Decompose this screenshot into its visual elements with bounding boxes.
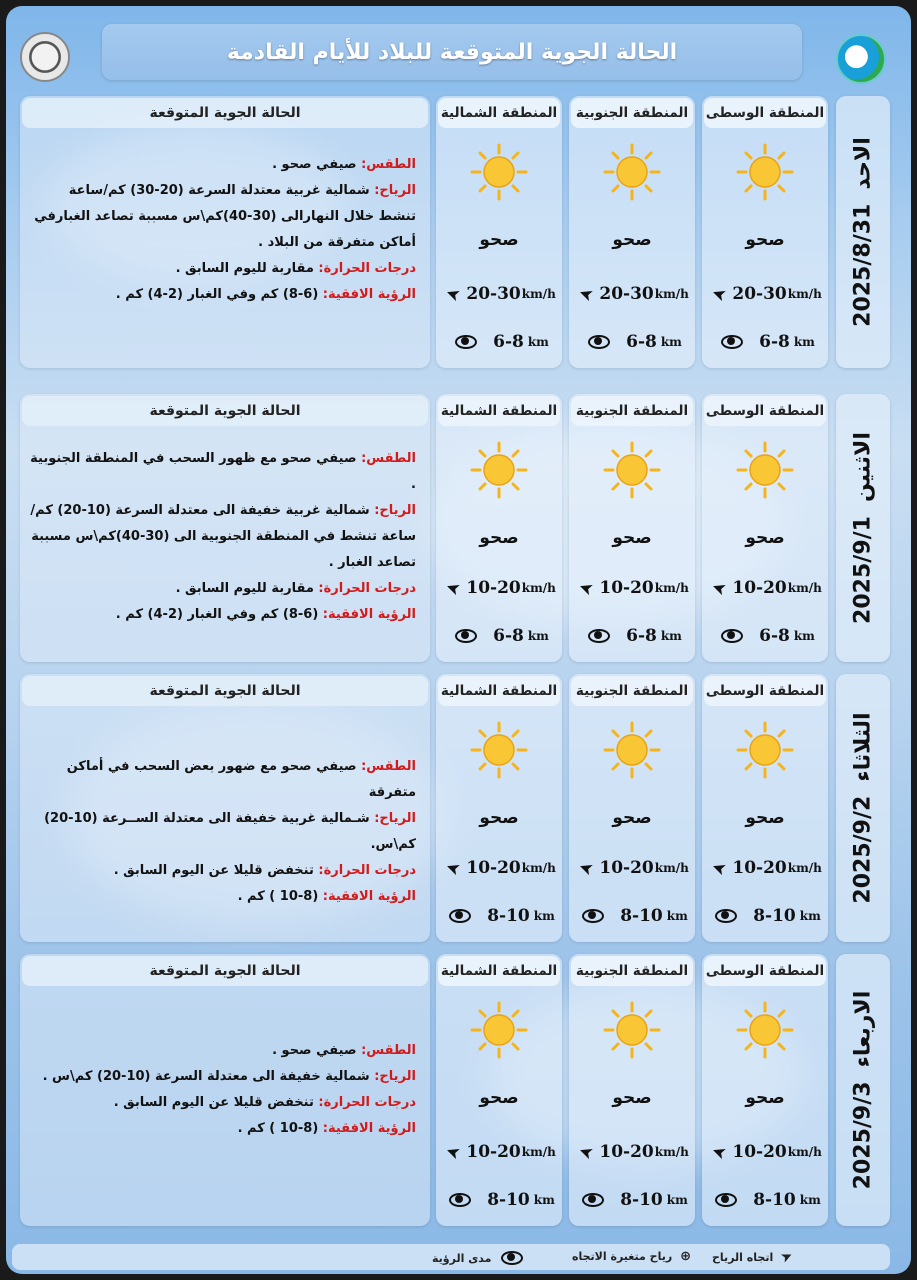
region-name: المنطقة الشمالية <box>438 98 560 128</box>
eye-icon <box>586 333 612 351</box>
wind-unit: km/h <box>521 287 556 301</box>
visibility-range: 8-10 <box>487 1190 530 1210</box>
meteorology-logo <box>836 34 886 84</box>
sun-icon <box>469 142 529 202</box>
wind-readout <box>708 578 826 598</box>
wind-direction-arrow-icon: ➤ <box>576 856 597 880</box>
condition-text: صحو <box>745 528 785 548</box>
wind-readout <box>442 1142 560 1162</box>
region-name: المنطقة الجنوبية <box>571 98 693 128</box>
day-section <box>12 954 836 1226</box>
visibility-unit: km <box>666 1193 688 1207</box>
visibility-range: 8-10 <box>487 906 530 926</box>
description-value: (8-10 ) كم . <box>237 889 323 904</box>
eye-icon <box>713 907 739 925</box>
region-name: المنطقة الجنوبية <box>571 956 693 986</box>
description-value: (6-8) كم وفي الغبار (2-4) كم . <box>115 287 323 302</box>
day-section <box>12 394 836 662</box>
forecast-heading: الحالة الجوية المتوقعة <box>22 396 428 426</box>
visibility-readout <box>708 1190 826 1210</box>
wind-readout <box>442 284 560 304</box>
wind-direction-arrow-icon: ➤ <box>778 1247 796 1267</box>
forecast-description-panel <box>20 394 430 662</box>
eye-icon <box>499 1249 525 1267</box>
description-label: الطقس: <box>361 759 416 774</box>
description-value: مقاربة لليوم السابق . <box>175 581 319 596</box>
wind-unit: km/h <box>654 287 689 301</box>
day-section <box>12 96 836 368</box>
eye-icon <box>719 627 745 645</box>
condition-text: صحو <box>479 230 519 250</box>
legend-wind-direction-label: اتجاه الرياح <box>712 1250 774 1264</box>
condition-text: صحو <box>745 1088 785 1108</box>
description-line <box>30 806 416 858</box>
forecast-description-panel <box>20 674 430 942</box>
wind-speed: 10-20 <box>732 578 787 598</box>
visibility-unit: km <box>533 909 555 923</box>
visibility-unit: km <box>799 1193 821 1207</box>
wind-direction-arrow-icon: ➤ <box>576 576 597 600</box>
visibility-range: 6-8 <box>626 332 657 352</box>
date-text: 2025/9/3 <box>850 1081 876 1190</box>
description-label: الرؤية الافقية: <box>322 1121 416 1136</box>
day-date-label <box>851 712 876 903</box>
description-value: مقاربة لليوم السابق . <box>175 261 319 276</box>
condition-text: صحو <box>479 808 519 828</box>
description-line <box>30 1116 416 1142</box>
description-label: الرياح: <box>374 1069 416 1084</box>
condition-text: صحو <box>745 808 785 828</box>
day-date-panel <box>836 674 890 942</box>
eye-icon <box>447 907 473 925</box>
wind-speed: 10-20 <box>466 578 521 598</box>
visibility-range: 6-8 <box>493 332 524 352</box>
description-label: الطقس: <box>361 1043 416 1058</box>
wind-readout <box>575 1142 693 1162</box>
wind-readout <box>708 858 826 878</box>
description-line <box>30 152 416 178</box>
visibility-range: 6-8 <box>759 332 790 352</box>
legend-variable-wind-label: رياح متغيرة الاتجاه <box>572 1250 673 1263</box>
condition-text: صحو <box>479 528 519 548</box>
visibility-unit: km <box>527 335 549 349</box>
region-column <box>702 394 828 662</box>
condition-text: صحو <box>479 1088 519 1108</box>
wind-speed: 10-20 <box>466 1142 521 1162</box>
eye-icon <box>580 907 606 925</box>
wind-direction-arrow-icon: ➤ <box>443 856 464 880</box>
wind-direction-arrow-icon: ➤ <box>443 1140 464 1164</box>
date-text: 2025/9/2 <box>850 795 876 904</box>
day-date-label <box>851 432 876 624</box>
description-label: الرؤية الافقية: <box>322 287 416 302</box>
forecast-description-text <box>30 446 416 628</box>
wind-unit: km/h <box>654 581 689 595</box>
wind-speed: 20-30 <box>599 284 654 304</box>
day-section <box>12 674 836 942</box>
description-value: (8-10 ) كم . <box>237 1121 323 1136</box>
eye-icon <box>453 333 479 351</box>
header-banner <box>102 24 802 80</box>
visibility-readout <box>708 626 826 646</box>
description-label: الرؤية الافقية: <box>322 607 416 622</box>
forecast-description-panel <box>20 954 430 1226</box>
wind-direction-arrow-icon: ➤ <box>443 282 464 306</box>
day-date-label <box>851 991 876 1190</box>
wind-direction-arrow-icon: ➤ <box>709 282 730 306</box>
region-name: المنطقة الجنوبية <box>571 396 693 426</box>
description-value: شمالية غربية معتدلة السرعة (20-30) كم/ساعة تنشط خلال النهارالى (30-40)كم\س مسببة تصاعد الغبارفي أماكن متفرقة من البلاد . <box>34 183 416 250</box>
forecast-heading: الحالة الجوية المتوقعة <box>22 956 428 986</box>
visibility-range: 6-8 <box>493 626 524 646</box>
wind-direction-arrow-icon: ➤ <box>709 856 730 880</box>
forecast-description-text <box>30 1038 416 1142</box>
wind-direction-arrow-icon: ➤ <box>709 1140 730 1164</box>
visibility-range: 8-10 <box>620 1190 663 1210</box>
forecast-heading: الحالة الجوية المتوقعة <box>22 676 428 706</box>
description-label: الطقس: <box>361 451 416 466</box>
day-date-label <box>851 137 876 327</box>
authority-logo <box>20 32 70 82</box>
wind-unit: km/h <box>787 861 822 875</box>
region-name: المنطقة الوسطى <box>704 956 826 986</box>
description-value: صيفي صحو مع ضهور بعض السحب في أماكن متفرقة <box>66 759 416 800</box>
condition-text: صحو <box>612 1088 652 1108</box>
day-date-panel <box>836 96 890 368</box>
region-name: المنطقة الوسطى <box>704 98 826 128</box>
description-value: صيفي صحو مع ظهور السحب في المنطقة الجنوبية . <box>30 451 416 492</box>
wind-unit: km/h <box>521 1145 556 1159</box>
region-name: المنطقة الوسطى <box>704 676 826 706</box>
visibility-range: 6-8 <box>759 626 790 646</box>
legend-visibility <box>432 1249 525 1267</box>
region-name: المنطقة الجنوبية <box>571 676 693 706</box>
wind-readout <box>575 858 693 878</box>
wind-unit: km/h <box>521 861 556 875</box>
description-label: درجات الحرارة: <box>318 581 416 596</box>
visibility-unit: km <box>799 909 821 923</box>
region-column <box>436 394 562 662</box>
eye-icon <box>719 333 745 351</box>
day-name: الاربعاء <box>850 990 876 1068</box>
visibility-readout <box>575 332 693 352</box>
condition-text: صحو <box>612 808 652 828</box>
page-title: الحالة الجوية المتوقعة للبلاد للأيام القادمة <box>226 39 678 65</box>
visibility-unit: km <box>666 909 688 923</box>
wind-direction-arrow-icon: ➤ <box>709 576 730 600</box>
wind-unit: km/h <box>787 287 822 301</box>
wind-unit: km/h <box>521 581 556 595</box>
description-value: شمالية خفيفة الى معتدلة السرعة (10-20) كم\س . <box>42 1069 375 1084</box>
description-value: (6-8) كم وفي الغبار (2-4) كم . <box>115 607 323 622</box>
forecast-description-text <box>30 754 416 910</box>
wind-readout <box>708 284 826 304</box>
description-value: صيفي صحو . <box>272 157 362 172</box>
variable-wind-icon: ⊕ <box>680 1249 692 1264</box>
day-date-panel <box>836 954 890 1226</box>
description-line <box>30 602 416 628</box>
wind-readout <box>575 578 693 598</box>
visibility-unit: km <box>793 335 815 349</box>
forecast-description-panel <box>20 96 430 368</box>
visibility-range: 8-10 <box>753 1190 796 1210</box>
visibility-readout <box>442 1190 560 1210</box>
condition-text: صحو <box>612 528 652 548</box>
region-column <box>569 674 695 942</box>
sun-icon <box>469 720 529 780</box>
visibility-readout <box>575 626 693 646</box>
region-column <box>702 954 828 1226</box>
sun-icon <box>469 440 529 500</box>
description-label: الرياح: <box>374 183 416 198</box>
description-label: الطقس: <box>361 157 416 172</box>
region-name: المنطقة الشمالية <box>438 676 560 706</box>
wind-speed: 10-20 <box>599 1142 654 1162</box>
description-label: الرياح: <box>374 811 416 826</box>
date-text: 2025/9/1 <box>850 516 876 624</box>
day-name: الاثنين <box>850 432 876 503</box>
visibility-readout <box>442 332 560 352</box>
sun-icon <box>735 720 795 780</box>
description-line <box>30 256 416 282</box>
description-value: تنخفض قليلا عن اليوم السابق . <box>113 1095 319 1110</box>
description-line <box>30 446 416 498</box>
description-line <box>30 1064 416 1090</box>
visibility-range: 6-8 <box>626 626 657 646</box>
region-column <box>436 954 562 1226</box>
wind-unit: km/h <box>787 1145 822 1159</box>
eye-icon <box>713 1191 739 1209</box>
wind-readout <box>575 284 693 304</box>
visibility-unit: km <box>660 335 682 349</box>
visibility-readout <box>708 906 826 926</box>
sun-icon <box>735 1000 795 1060</box>
eye-icon <box>453 627 479 645</box>
sun-icon <box>602 142 662 202</box>
condition-text: صحو <box>745 230 785 250</box>
region-column <box>436 96 562 368</box>
description-value: صيفي صحو . <box>272 1043 362 1058</box>
condition-text: صحو <box>612 230 652 250</box>
wind-speed: 10-20 <box>466 858 521 878</box>
sun-icon <box>735 440 795 500</box>
description-line <box>30 858 416 884</box>
visibility-unit: km <box>533 1193 555 1207</box>
region-column <box>702 674 828 942</box>
visibility-unit: km <box>793 629 815 643</box>
legend-visibility-label: مدى الرؤية <box>432 1251 492 1265</box>
region-name: المنطقة الوسطى <box>704 396 826 426</box>
eye-icon <box>580 1191 606 1209</box>
wind-direction-arrow-icon: ➤ <box>443 576 464 600</box>
visibility-readout <box>708 332 826 352</box>
wind-direction-arrow-icon: ➤ <box>576 282 597 306</box>
description-value: شمالية غربية خفيفة الى معتدلة السرعة (10-20) كم/ساعة تنشط في المنطقة الجنوبية الى (30-40)كم\س مسببة تصاعد الغبار . <box>30 503 416 570</box>
description-line <box>30 576 416 602</box>
wind-speed: 10-20 <box>732 1142 787 1162</box>
wind-speed: 10-20 <box>599 578 654 598</box>
legend-wind-direction <box>712 1247 796 1267</box>
region-column <box>569 954 695 1226</box>
sun-icon <box>602 440 662 500</box>
visibility-range: 8-10 <box>753 906 796 926</box>
region-name: المنطقة الشمالية <box>438 956 560 986</box>
sun-icon <box>735 142 795 202</box>
legend-variable-wind <box>572 1249 691 1264</box>
description-line <box>30 498 416 576</box>
description-label: درجات الحرارة: <box>318 261 416 276</box>
description-label: درجات الحرارة: <box>318 1095 416 1110</box>
region-column <box>702 96 828 368</box>
description-line <box>30 282 416 308</box>
description-line <box>30 754 416 806</box>
wind-readout <box>442 578 560 598</box>
wind-unit: km/h <box>654 1145 689 1159</box>
description-line <box>30 1038 416 1064</box>
wind-readout <box>442 858 560 878</box>
day-date-panel <box>836 394 890 662</box>
region-column <box>569 394 695 662</box>
sun-icon <box>602 1000 662 1060</box>
visibility-unit: km <box>527 629 549 643</box>
wind-direction-arrow-icon: ➤ <box>576 1140 597 1164</box>
description-label: درجات الحرارة: <box>318 863 416 878</box>
description-value: شـمالية غربية خفيفة الى معتدلة الســرعة (10-20) كم\س. <box>44 811 416 852</box>
eye-icon <box>586 627 612 645</box>
day-name: الثلاثاء <box>850 712 876 782</box>
wind-speed: 20-30 <box>732 284 787 304</box>
visibility-range: 8-10 <box>620 906 663 926</box>
description-line <box>30 1090 416 1116</box>
description-value: تنخفض قليلا عن اليوم السابق . <box>113 863 319 878</box>
visibility-unit: km <box>660 629 682 643</box>
day-name: الاحد <box>850 137 876 190</box>
wind-speed: 10-20 <box>732 858 787 878</box>
visibility-readout <box>575 1190 693 1210</box>
wind-unit: km/h <box>787 581 822 595</box>
wind-speed: 20-30 <box>466 284 521 304</box>
forecast-heading: الحالة الجوية المتوقعة <box>22 98 428 128</box>
eye-icon <box>447 1191 473 1209</box>
wind-speed: 10-20 <box>599 858 654 878</box>
wind-unit: km/h <box>654 861 689 875</box>
description-line <box>30 178 416 256</box>
legend-bar <box>12 1244 890 1270</box>
visibility-readout <box>575 906 693 926</box>
wind-readout <box>708 1142 826 1162</box>
region-name: المنطقة الشمالية <box>438 396 560 426</box>
description-label: الرؤية الافقية: <box>322 889 416 904</box>
visibility-readout <box>442 626 560 646</box>
visibility-readout <box>442 906 560 926</box>
description-line <box>30 884 416 910</box>
forecast-description-text <box>30 152 416 308</box>
sun-icon <box>602 720 662 780</box>
region-column <box>569 96 695 368</box>
date-text: 2025/8/31 <box>850 203 876 327</box>
sun-icon <box>469 1000 529 1060</box>
region-column <box>436 674 562 942</box>
description-label: الرياح: <box>374 503 416 518</box>
